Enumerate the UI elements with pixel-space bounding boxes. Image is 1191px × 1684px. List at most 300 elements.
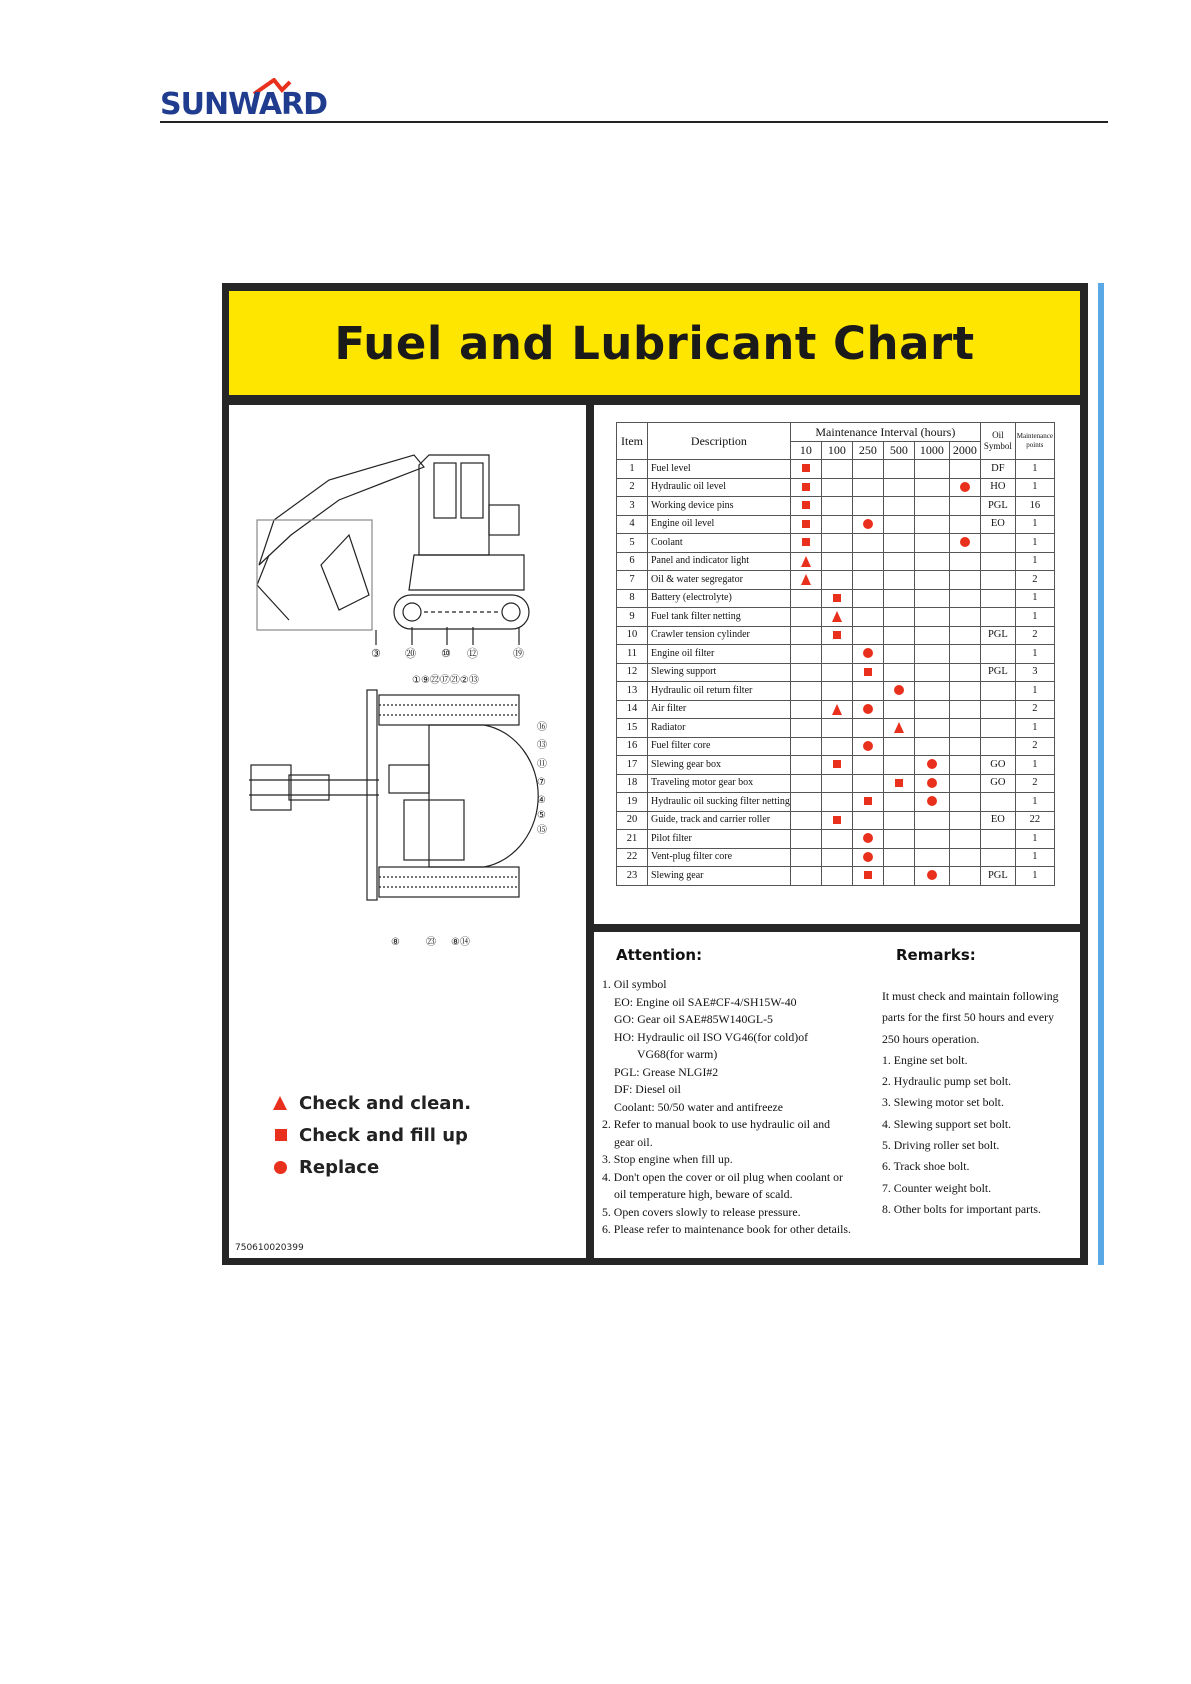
interval-cell — [949, 830, 980, 849]
interval-cell — [883, 645, 914, 664]
interval-cell — [949, 867, 980, 886]
remarks-line: 2. Hydraulic pump set bolt. — [882, 1074, 1012, 1089]
maintenance-points: 2 — [1015, 737, 1054, 756]
interval-cell — [821, 682, 852, 701]
interval-cell — [790, 848, 821, 867]
interval-cell — [852, 589, 883, 608]
excavator-drawing — [229, 405, 586, 1005]
oil-symbol — [980, 534, 1015, 553]
item-number: 21 — [617, 830, 648, 849]
interval-cell — [821, 460, 852, 479]
item-description: Battery (electrolyte) — [648, 589, 791, 608]
table-row — [617, 700, 1055, 719]
circle-icon — [927, 759, 937, 769]
interval-cell — [914, 867, 949, 886]
table-row — [617, 478, 1055, 497]
attention-line: 1. Oil symbol — [602, 977, 667, 991]
remarks-line: 3. Slewing motor set bolt. — [882, 1095, 1004, 1110]
square-icon — [833, 631, 841, 639]
attention-line: 6. Please refer to maintenance book for other details. — [602, 1222, 851, 1236]
item-number: 2 — [617, 478, 648, 497]
circle-icon — [927, 870, 937, 880]
interval-header: 250 — [852, 441, 883, 460]
oil-symbol: GO — [980, 756, 1015, 775]
interval-cell — [790, 478, 821, 497]
header-interval: Maintenance Interval (hours) — [790, 423, 980, 442]
triangle-icon — [273, 1096, 287, 1110]
interval-cell — [883, 552, 914, 571]
interval-header: 100 — [821, 441, 852, 460]
table-row — [617, 515, 1055, 534]
item-number: 8 — [617, 589, 648, 608]
interval-cell — [790, 497, 821, 516]
symbol-legend — [273, 1087, 471, 1183]
item-number: 20 — [617, 811, 648, 830]
maintenance-points: 1 — [1015, 848, 1054, 867]
legend-item-check-fill — [273, 1119, 471, 1151]
interval-cell — [949, 589, 980, 608]
interval-cell — [821, 756, 852, 775]
legend-label: Check and fill up — [299, 1124, 468, 1146]
interval-cell — [790, 719, 821, 738]
interval-cell — [821, 774, 852, 793]
interval-cell — [790, 682, 821, 701]
table-row — [617, 608, 1055, 627]
interval-cell — [790, 645, 821, 664]
maintenance-points: 1 — [1015, 793, 1054, 812]
interval-cell — [821, 534, 852, 553]
item-number: 14 — [617, 700, 648, 719]
interval-cell — [883, 848, 914, 867]
oil-symbol — [980, 848, 1015, 867]
interval-cell — [883, 719, 914, 738]
interval-cell — [852, 830, 883, 849]
item-number: 22 — [617, 848, 648, 867]
maintenance-points: 22 — [1015, 811, 1054, 830]
maintenance-points: 1 — [1015, 534, 1054, 553]
interval-cell — [914, 571, 949, 590]
bottom-callout: ⑧ — [391, 937, 400, 948]
interval-cell — [914, 460, 949, 479]
top-callouts: ①⑨㉒⑰㉑②⑬ — [412, 675, 479, 686]
interval-cell — [883, 534, 914, 553]
attention-line: VG68(for warm) — [637, 1047, 718, 1061]
interval-cell — [949, 460, 980, 479]
maintenance-points: 1 — [1015, 682, 1054, 701]
item-number: 3 — [617, 497, 648, 516]
item-number: 1 — [617, 460, 648, 479]
maintenance-points: 1 — [1015, 719, 1054, 738]
legend-item-replace — [273, 1151, 471, 1183]
oil-symbol — [980, 700, 1015, 719]
chart-title-band — [229, 291, 1080, 395]
table-row — [617, 645, 1055, 664]
interval-cell — [821, 589, 852, 608]
item-description: Guide, track and carrier roller — [648, 811, 791, 830]
right-callout: ④ — [537, 795, 546, 806]
attention-line: oil temperature high, beware of scald. — [614, 1187, 793, 1201]
side-callout: ③ — [371, 647, 381, 660]
interval-cell — [949, 497, 980, 516]
right-callout: ⑬ — [537, 740, 547, 751]
interval-cell — [949, 774, 980, 793]
interval-cell — [790, 534, 821, 553]
right-callout: ⑤ — [537, 810, 546, 821]
interval-cell — [883, 774, 914, 793]
item-number: 15 — [617, 719, 648, 738]
interval-header: 500 — [883, 441, 914, 460]
square-icon — [802, 520, 810, 528]
interval-cell — [852, 793, 883, 812]
interval-cell — [914, 793, 949, 812]
interval-cell — [914, 682, 949, 701]
interval-cell — [821, 626, 852, 645]
interval-cell — [949, 848, 980, 867]
interval-cell — [790, 737, 821, 756]
interval-cell — [790, 663, 821, 682]
interval-cell — [790, 589, 821, 608]
circle-icon — [863, 519, 873, 529]
oil-symbol — [980, 737, 1015, 756]
item-description: Coolant — [648, 534, 791, 553]
interval-cell — [790, 830, 821, 849]
oil-symbol: EO — [980, 811, 1015, 830]
circle-icon — [863, 852, 873, 862]
interval-cell — [914, 737, 949, 756]
oil-symbol — [980, 571, 1015, 590]
interval-cell — [790, 793, 821, 812]
table-row — [617, 848, 1055, 867]
bottom-callout: ㉓ — [426, 937, 436, 948]
oil-symbol: PGL — [980, 497, 1015, 516]
square-icon — [802, 483, 810, 491]
table-row — [617, 774, 1055, 793]
item-description: Hydraulic oil level — [648, 478, 791, 497]
interval-cell — [914, 534, 949, 553]
interval-cell — [883, 515, 914, 534]
interval-cell — [852, 478, 883, 497]
interval-cell — [790, 515, 821, 534]
interval-cell — [949, 534, 980, 553]
interval-header: 2000 — [949, 441, 980, 460]
oil-symbol — [980, 830, 1015, 849]
remarks-line: 8. Other bolts for important parts. — [882, 1201, 1041, 1216]
interval-cell — [949, 515, 980, 534]
item-number: 7 — [617, 571, 648, 590]
triangle-icon — [894, 722, 904, 733]
interval-cell — [914, 774, 949, 793]
interval-cell — [914, 830, 949, 849]
oil-symbol: PGL — [980, 626, 1015, 645]
interval-cell — [821, 793, 852, 812]
oil-symbol: EO — [980, 515, 1015, 534]
table-row — [617, 756, 1055, 775]
interval-cell — [852, 534, 883, 553]
attention-line: gear oil. — [614, 1134, 653, 1149]
maintenance-points: 1 — [1015, 756, 1054, 775]
circle-icon — [863, 833, 873, 843]
interval-cell — [949, 737, 980, 756]
interval-cell — [821, 663, 852, 682]
interval-cell — [821, 515, 852, 534]
interval-cell — [883, 811, 914, 830]
interval-cell — [914, 478, 949, 497]
interval-cell — [949, 552, 980, 571]
oil-symbol — [980, 608, 1015, 627]
interval-cell — [821, 848, 852, 867]
item-description: Hydraulic oil return filter — [648, 682, 791, 701]
table-row — [617, 534, 1055, 553]
interval-cell — [883, 478, 914, 497]
attention-line: 3. Stop engine when fill up. — [602, 1152, 733, 1166]
maintenance-points: 1 — [1015, 589, 1054, 608]
oil-symbol: GO — [980, 774, 1015, 793]
interval-cell — [852, 663, 883, 682]
table-row — [617, 460, 1055, 479]
maintenance-points: 1 — [1015, 552, 1054, 571]
interval-cell — [883, 793, 914, 812]
remarks-line: 5. Driving roller set bolt. — [882, 1138, 1000, 1153]
maintenance-points: 2 — [1015, 700, 1054, 719]
circle-icon — [274, 1161, 287, 1174]
interval-cell — [914, 756, 949, 775]
interval-cell — [949, 793, 980, 812]
interval-cell — [883, 682, 914, 701]
table-row — [617, 830, 1055, 849]
interval-cell — [949, 608, 980, 627]
interval-cell — [852, 552, 883, 571]
remarks-line: parts for the first 50 hours and every — [882, 1010, 1054, 1025]
oil-symbol: HO — [980, 478, 1015, 497]
item-description: Radiator — [648, 719, 791, 738]
maintenance-points: 2 — [1015, 571, 1054, 590]
interval-cell — [949, 811, 980, 830]
maintenance-points: 1 — [1015, 460, 1054, 479]
interval-cell — [914, 645, 949, 664]
triangle-icon — [801, 574, 811, 585]
item-number: 10 — [617, 626, 648, 645]
oil-symbol: DF — [980, 460, 1015, 479]
remarks-line: 250 hours operation. — [882, 1031, 980, 1046]
item-description: Engine oil filter — [648, 645, 791, 664]
interval-cell — [883, 867, 914, 886]
remarks-line: 4. Slewing support set bolt. — [882, 1116, 1012, 1131]
square-icon — [833, 816, 841, 824]
table-row — [617, 719, 1055, 738]
square-icon — [802, 538, 810, 546]
interval-cell — [883, 830, 914, 849]
side-callout: ⑲ — [513, 647, 524, 660]
interval-cell — [883, 700, 914, 719]
interval-cell — [914, 626, 949, 645]
interval-cell — [821, 719, 852, 738]
circle-icon — [960, 482, 970, 492]
interval-cell — [914, 515, 949, 534]
header-points: Maintenance points — [1015, 423, 1054, 460]
interval-cell — [852, 571, 883, 590]
interval-cell — [883, 497, 914, 516]
interval-cell — [883, 571, 914, 590]
square-icon — [275, 1129, 287, 1141]
interval-cell — [821, 830, 852, 849]
oil-symbol: PGL — [980, 867, 1015, 886]
interval-cell — [914, 589, 949, 608]
maintenance-points: 3 — [1015, 663, 1054, 682]
sunward-logo — [160, 78, 330, 124]
interval-cell — [821, 645, 852, 664]
interval-cell — [821, 700, 852, 719]
circle-icon — [863, 704, 873, 714]
interval-cell — [852, 867, 883, 886]
item-number: 6 — [617, 552, 648, 571]
interval-cell — [883, 737, 914, 756]
remarks-list — [882, 986, 1078, 1220]
square-icon — [864, 797, 872, 805]
side-callout: ⑫ — [467, 647, 478, 660]
remarks-line: 1. Engine set bolt. — [882, 1052, 968, 1067]
header-item: Item — [617, 423, 648, 460]
maintenance-points: 1 — [1015, 830, 1054, 849]
header-divider — [160, 121, 1108, 123]
maintenance-points: 1 — [1015, 478, 1054, 497]
right-callout: ⑮ — [537, 825, 547, 836]
maintenance-table — [616, 422, 1055, 886]
interval-cell — [852, 848, 883, 867]
attention-line: GO: Gear oil SAE#85W140GL-5 — [614, 1012, 773, 1026]
table-row — [617, 811, 1055, 830]
item-description: Pilot filter — [648, 830, 791, 849]
table-row — [617, 589, 1055, 608]
table-row — [617, 867, 1055, 886]
interval-cell — [883, 460, 914, 479]
circle-icon — [863, 648, 873, 658]
circle-icon — [863, 741, 873, 751]
table-row — [617, 682, 1055, 701]
interval-cell — [821, 608, 852, 627]
maintenance-table-pane — [594, 405, 1080, 924]
item-number: 12 — [617, 663, 648, 682]
item-description: Vent-plug filter core — [648, 848, 791, 867]
triangle-icon — [801, 556, 811, 567]
item-number: 18 — [617, 774, 648, 793]
interval-cell — [821, 867, 852, 886]
attention-line: HO: Hydraulic oil ISO VG46(for cold)of — [614, 1029, 809, 1044]
table-row — [617, 626, 1055, 645]
oil-symbol — [980, 719, 1015, 738]
table-row — [617, 737, 1055, 756]
maintenance-points: 2 — [1015, 774, 1054, 793]
square-icon — [802, 464, 810, 472]
maintenance-points: 1 — [1015, 867, 1054, 886]
interval-cell — [949, 571, 980, 590]
notes-pane — [594, 932, 1080, 1258]
triangle-icon — [832, 704, 842, 715]
interval-cell — [914, 552, 949, 571]
maintenance-points: 2 — [1015, 626, 1054, 645]
attention-line: 5. Open covers slowly to release pressure. — [602, 1204, 801, 1219]
item-number: 17 — [617, 756, 648, 775]
item-description: Oil & water segregator — [648, 571, 791, 590]
interval-cell — [790, 460, 821, 479]
interval-cell — [852, 645, 883, 664]
interval-cell — [821, 497, 852, 516]
interval-cell — [914, 700, 949, 719]
diagram-pane — [229, 405, 586, 1258]
oil-symbol — [980, 793, 1015, 812]
circle-icon — [927, 796, 937, 806]
table-row — [617, 552, 1055, 571]
header-oil-symbol: Oil Symbol — [980, 423, 1015, 460]
interval-cell — [949, 682, 980, 701]
interval-cell — [790, 700, 821, 719]
attention-line: 4. Don't open the cover or oil plug when coolant or — [602, 1169, 843, 1184]
interval-cell — [949, 719, 980, 738]
triangle-icon — [832, 611, 842, 622]
attention-line: EO: Engine oil SAE#CF-4/SH15W-40 — [614, 994, 797, 1009]
interval-header: 1000 — [914, 441, 949, 460]
interval-cell — [821, 552, 852, 571]
interval-cell — [949, 626, 980, 645]
interval-cell — [790, 867, 821, 886]
interval-cell — [949, 645, 980, 664]
item-description: Hydraulic oil sucking filter netting — [648, 793, 791, 812]
attention-list — [602, 976, 882, 1239]
interval-cell — [821, 811, 852, 830]
oil-symbol — [980, 645, 1015, 664]
interval-cell — [852, 626, 883, 645]
interval-cell — [852, 515, 883, 534]
right-callout: ⑪ — [537, 759, 547, 770]
item-description: Fuel tank filter netting — [648, 608, 791, 627]
item-description: Slewing gear — [648, 867, 791, 886]
right-callout: ⑯ — [537, 722, 547, 733]
oil-symbol — [980, 589, 1015, 608]
square-icon — [833, 760, 841, 768]
interval-cell — [914, 608, 949, 627]
item-description: Fuel level — [648, 460, 791, 479]
table-row — [617, 793, 1055, 812]
interval-cell — [914, 811, 949, 830]
table-row — [617, 663, 1055, 682]
interval-cell — [852, 811, 883, 830]
right-callout: ⑦ — [537, 777, 546, 788]
interval-cell — [852, 756, 883, 775]
square-icon — [802, 501, 810, 509]
item-number: 13 — [617, 682, 648, 701]
attention-line: 2. Refer to manual book to use hydraulic oil and — [602, 1117, 831, 1131]
interval-cell — [949, 700, 980, 719]
item-description: Working device pins — [648, 497, 791, 516]
interval-header: 10 — [790, 441, 821, 460]
interval-cell — [790, 756, 821, 775]
oil-symbol — [980, 682, 1015, 701]
item-description: Traveling motor gear box — [648, 774, 791, 793]
item-description: Engine oil level — [648, 515, 791, 534]
interval-cell — [821, 737, 852, 756]
header-description: Description — [648, 423, 791, 460]
side-callout: ⑩ — [441, 647, 451, 660]
item-description: Crawler tension cylinder — [648, 626, 791, 645]
item-number: 19 — [617, 793, 648, 812]
oil-symbol: PGL — [980, 663, 1015, 682]
interval-cell — [883, 663, 914, 682]
remarks-line: It must check and maintain following — [882, 989, 1059, 1003]
table-row — [617, 497, 1055, 516]
oil-symbol — [980, 552, 1015, 571]
circle-icon — [960, 537, 970, 547]
attention-line: DF: Diesel oil — [614, 1082, 681, 1096]
legend-item-check-clean — [273, 1087, 471, 1119]
